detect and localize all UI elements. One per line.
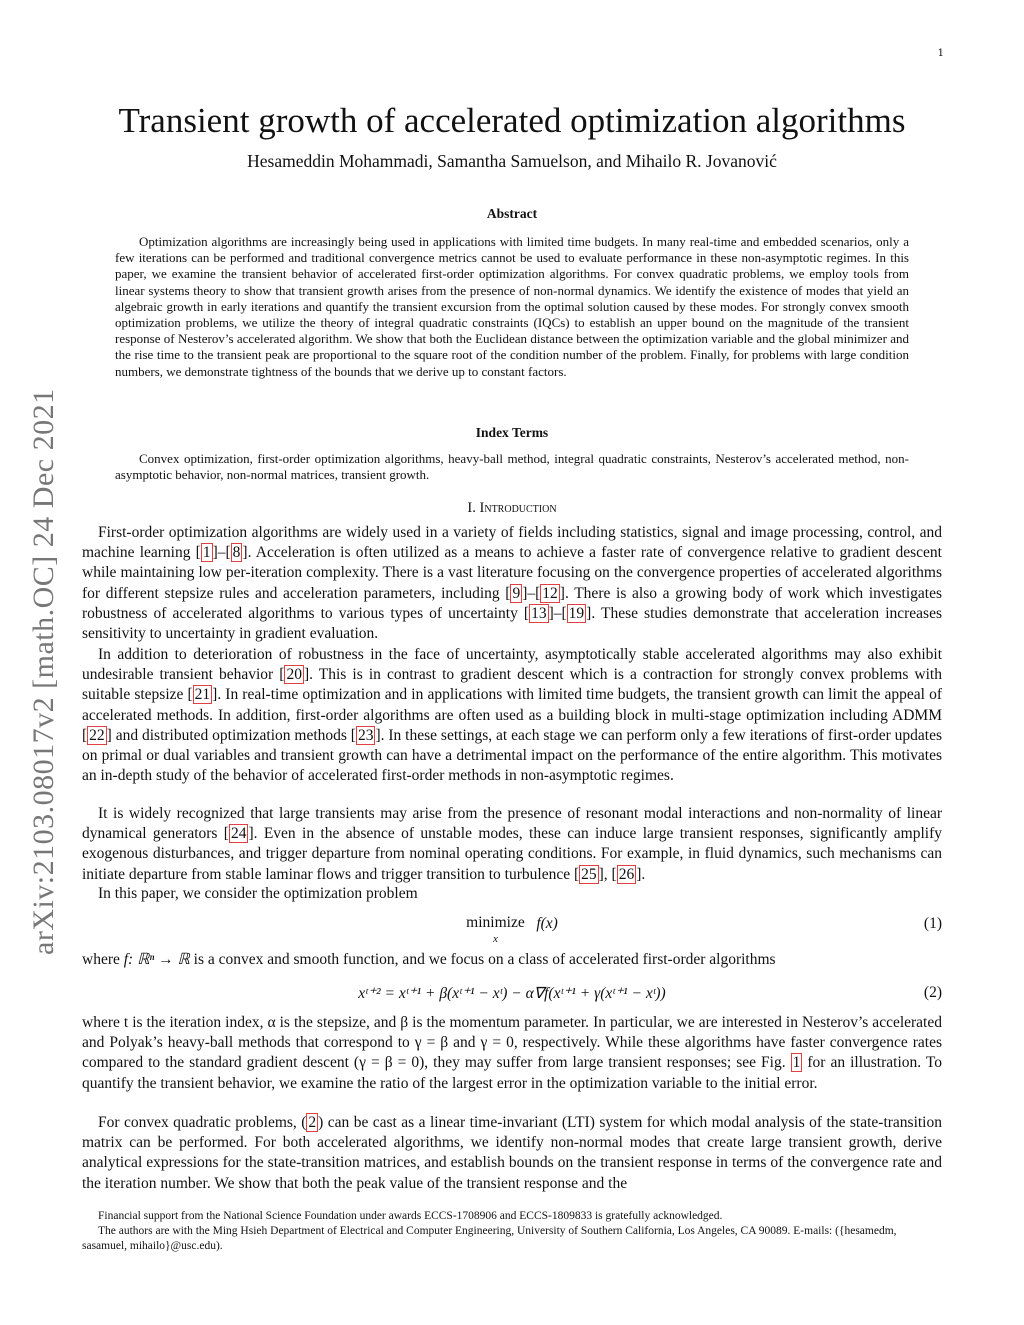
- paragraph-7: For convex quadratic problems, ( 2 ) can be cast as a linear time-invariant (LTI) system for which modal analysis of the state-transition matrix can be performed. For both accelerated algorithms, we identify non-normal modes that create large transient growth, derive analytical expressions for the state-transition matrices, and establish bounds on the transient response in terms of the convergence rate and the iteration number. We show that both the peak value of the transient response and the: [82, 1114, 942, 1192]
- paper-title: Transient growth of accelerated optimization algorithms: [118, 101, 906, 140]
- abstract-heading: Abstract: [486, 206, 538, 221]
- paragraph-1: First-order optimization algorithms are widely used in a variety of fields including statistics, signal and image processing, control, and machine learning [ 1 ]–[ 8 ]. Acceleration is often utilized as a means to achieve a faster rate of convergence relative to gradient descent while maintaining low per-iteration complexity. There is a vast literature focusing on the convergence properties of accelerated algorithms for different stepsize rules and acceleration parameters, including [ 9 ]–[ 12 ]. There is also a growing body of work which investigates robustness of accelerated algorithms to various types of uncertainty [ 13 ]–[ 19 ]. These studies demonstrate that acceleration increases sensitivity to uncertainty in gradient evaluation.: [82, 524, 942, 643]
- citation-link[interactable]: 20: [286, 666, 302, 684]
- footnote-funding: Financial support from the National Science Foundation under awards ECCS-1708906 and ECCS-1809833 is gratefully acknowledged.: [98, 1210, 723, 1222]
- page-number: 1: [937, 48, 944, 59]
- citation-link[interactable]: 25: [581, 865, 597, 883]
- index-terms-text: Convex optimization, first-order optimization algorithms, heavy-ball method, integral quadratic constraints, Nesterov’s accelerated method, non-asymptotic behavior, non-normal matrices, transient growth.: [115, 451, 909, 483]
- figure-link[interactable]: 1: [792, 1054, 801, 1072]
- citation-link[interactable]: 26: [618, 865, 635, 883]
- paragraph-3: It is widely recognized that large transients may arise from the presence of resonant modal interactions and non-normality of linear dynamical generators [ 24 ]. Even in the absence of unstable modes, these can induce large transient responses, significantly amplify exogenous disturbances, and trigger departure from nominal operating conditions. For example, in fluid dynamics, such mechanisms can initiate departure from stable laminar flows and trigger transition to turbulence [ 25 ], [ 26 ].: [82, 805, 942, 883]
- citation-link[interactable]: 12: [542, 584, 558, 602]
- equation-1: [82, 915, 942, 955]
- citation-link[interactable]: 23: [357, 726, 374, 744]
- equation-number: (2): [923, 984, 942, 1001]
- footnote-affiliation: The authors are with the Ming Hsieh Department of Electrical and Computer Engineering, University of Southern California, Los Angeles, CA 90089. E-mails: ({hesamedm, sasamuel, mihailo}@usc.edu).: [82, 1225, 897, 1252]
- paragraph-5: where f: ℝⁿ → ℝ is a convex and smooth function, and we focus on a class of accelerated first-order algorithms: [82, 951, 776, 968]
- section-numeral: I.: [467, 500, 476, 516]
- equation-number: (1): [923, 915, 942, 932]
- arxiv-identifier: arXiv:2103.08017v2 [math.OC] 24 Dec 2021: [27, 388, 60, 955]
- citation-link[interactable]: 8: [232, 544, 241, 562]
- author-list: Hesameddin Mohammadi, Samantha Samuelson, and Mihailo R. Jovanović: [247, 151, 777, 171]
- citation-link[interactable]: 22: [89, 726, 105, 744]
- section-title: Introduction: [479, 500, 557, 516]
- paragraph-4: In this paper, we consider the optimization problem: [98, 885, 418, 902]
- citation-link[interactable]: 21: [194, 686, 211, 704]
- paragraph-6: where t is the iteration index, α is the stepsize, and β is the momentum parameter. In particular, we are interested in Nesterov’s accelerated and Polyak’s heavy-ball methods that correspond to γ = β and γ = 0, respectively. While these algorithms have faster convergence rates compared to the standard gradient descent (γ = β = 0), they may suffer from large transient responses; see Fig. 1 for an illustration. To quantify the transient behavior, we examine the ratio of the largest error in the optimization variable to the initial error.: [82, 1014, 942, 1092]
- minimize-operator: minimize x: [466, 914, 525, 945]
- section-heading: [0, 500, 1024, 517]
- equation-link[interactable]: 2: [308, 1114, 317, 1131]
- paragraph-2: In addition to deterioration of robustness in the face of uncertainty, asymptotically stable accelerated algorithms may also exhibit undesirable transient behavior [ 20 ]. This is in contrast to gradient descent which is a contraction for strongly convex problems with suitable stepsize [ 21 ]. In real-time optimization and in applications with limited time budgets, the transient growth can limit the appeal of accelerated methods. In addition, first-order algorithms are often used as a building block in multi-stage optimization including ADMM [ 22 ] and distributed optimization methods [ 23 ]. In these settings, at each stage we can perform only a few iterations of first-order updates on primal or dual variables and transient growth can have a detrimental impact on the performance of the entire algorithm. This motivates an in-depth study of the behavior of accelerated first-order methods in non-asymptotic regimes.: [82, 646, 943, 785]
- citation-link[interactable]: 9: [512, 584, 521, 602]
- abstract-text: Optimization algorithms are increasingly being used in applications with limited time budgets. In many real-time and embedded scenarios, only a few iterations can be performed and traditional convergence metrics cannot be used to evaluate performance in these non-asymptotic regimes. In this paper, we examine the transient behavior of accelerated first-order optimization algorithms. For convex quadratic problems, we employ tools from linear systems theory to show that transient growth arises from the presence of non-normal dynamics. We identify the existence of modes that yield an algebraic growth in early iterations and quantify the transient excursion from the optimal solution caused by these modes. For strongly convex smooth optimization problems, we utilize the theory of integral quadratic constraints (IQCs) to establish an upper bound on the magnitude of the transient response of Nesterov’s accelerated algorithm. We show that both the Euclidean distance between the optimization variable and the global minimizer and the rise time to the transient peak are proportional to the square root of the condition number of the problem. Finally, for problems with large condition numbers, we demonstrate tightness of the bounds that we derive up to constant factors.: [115, 234, 909, 379]
- citation-link[interactable]: 24: [230, 825, 247, 843]
- update-rule-expression: xᵗ⁺² = xᵗ⁺¹ + β(xᵗ⁺¹ − xᵗ) − α∇f(xᵗ⁺¹ + γ(xᵗ⁺¹ − xᵗ)): [358, 985, 666, 1002]
- citation-link[interactable]: 13: [531, 604, 547, 622]
- citation-link[interactable]: 19: [568, 604, 585, 622]
- citation-link[interactable]: 1: [202, 544, 211, 562]
- index-terms-heading: Index Terms: [475, 425, 549, 440]
- objective-expression: f(x): [536, 915, 558, 932]
